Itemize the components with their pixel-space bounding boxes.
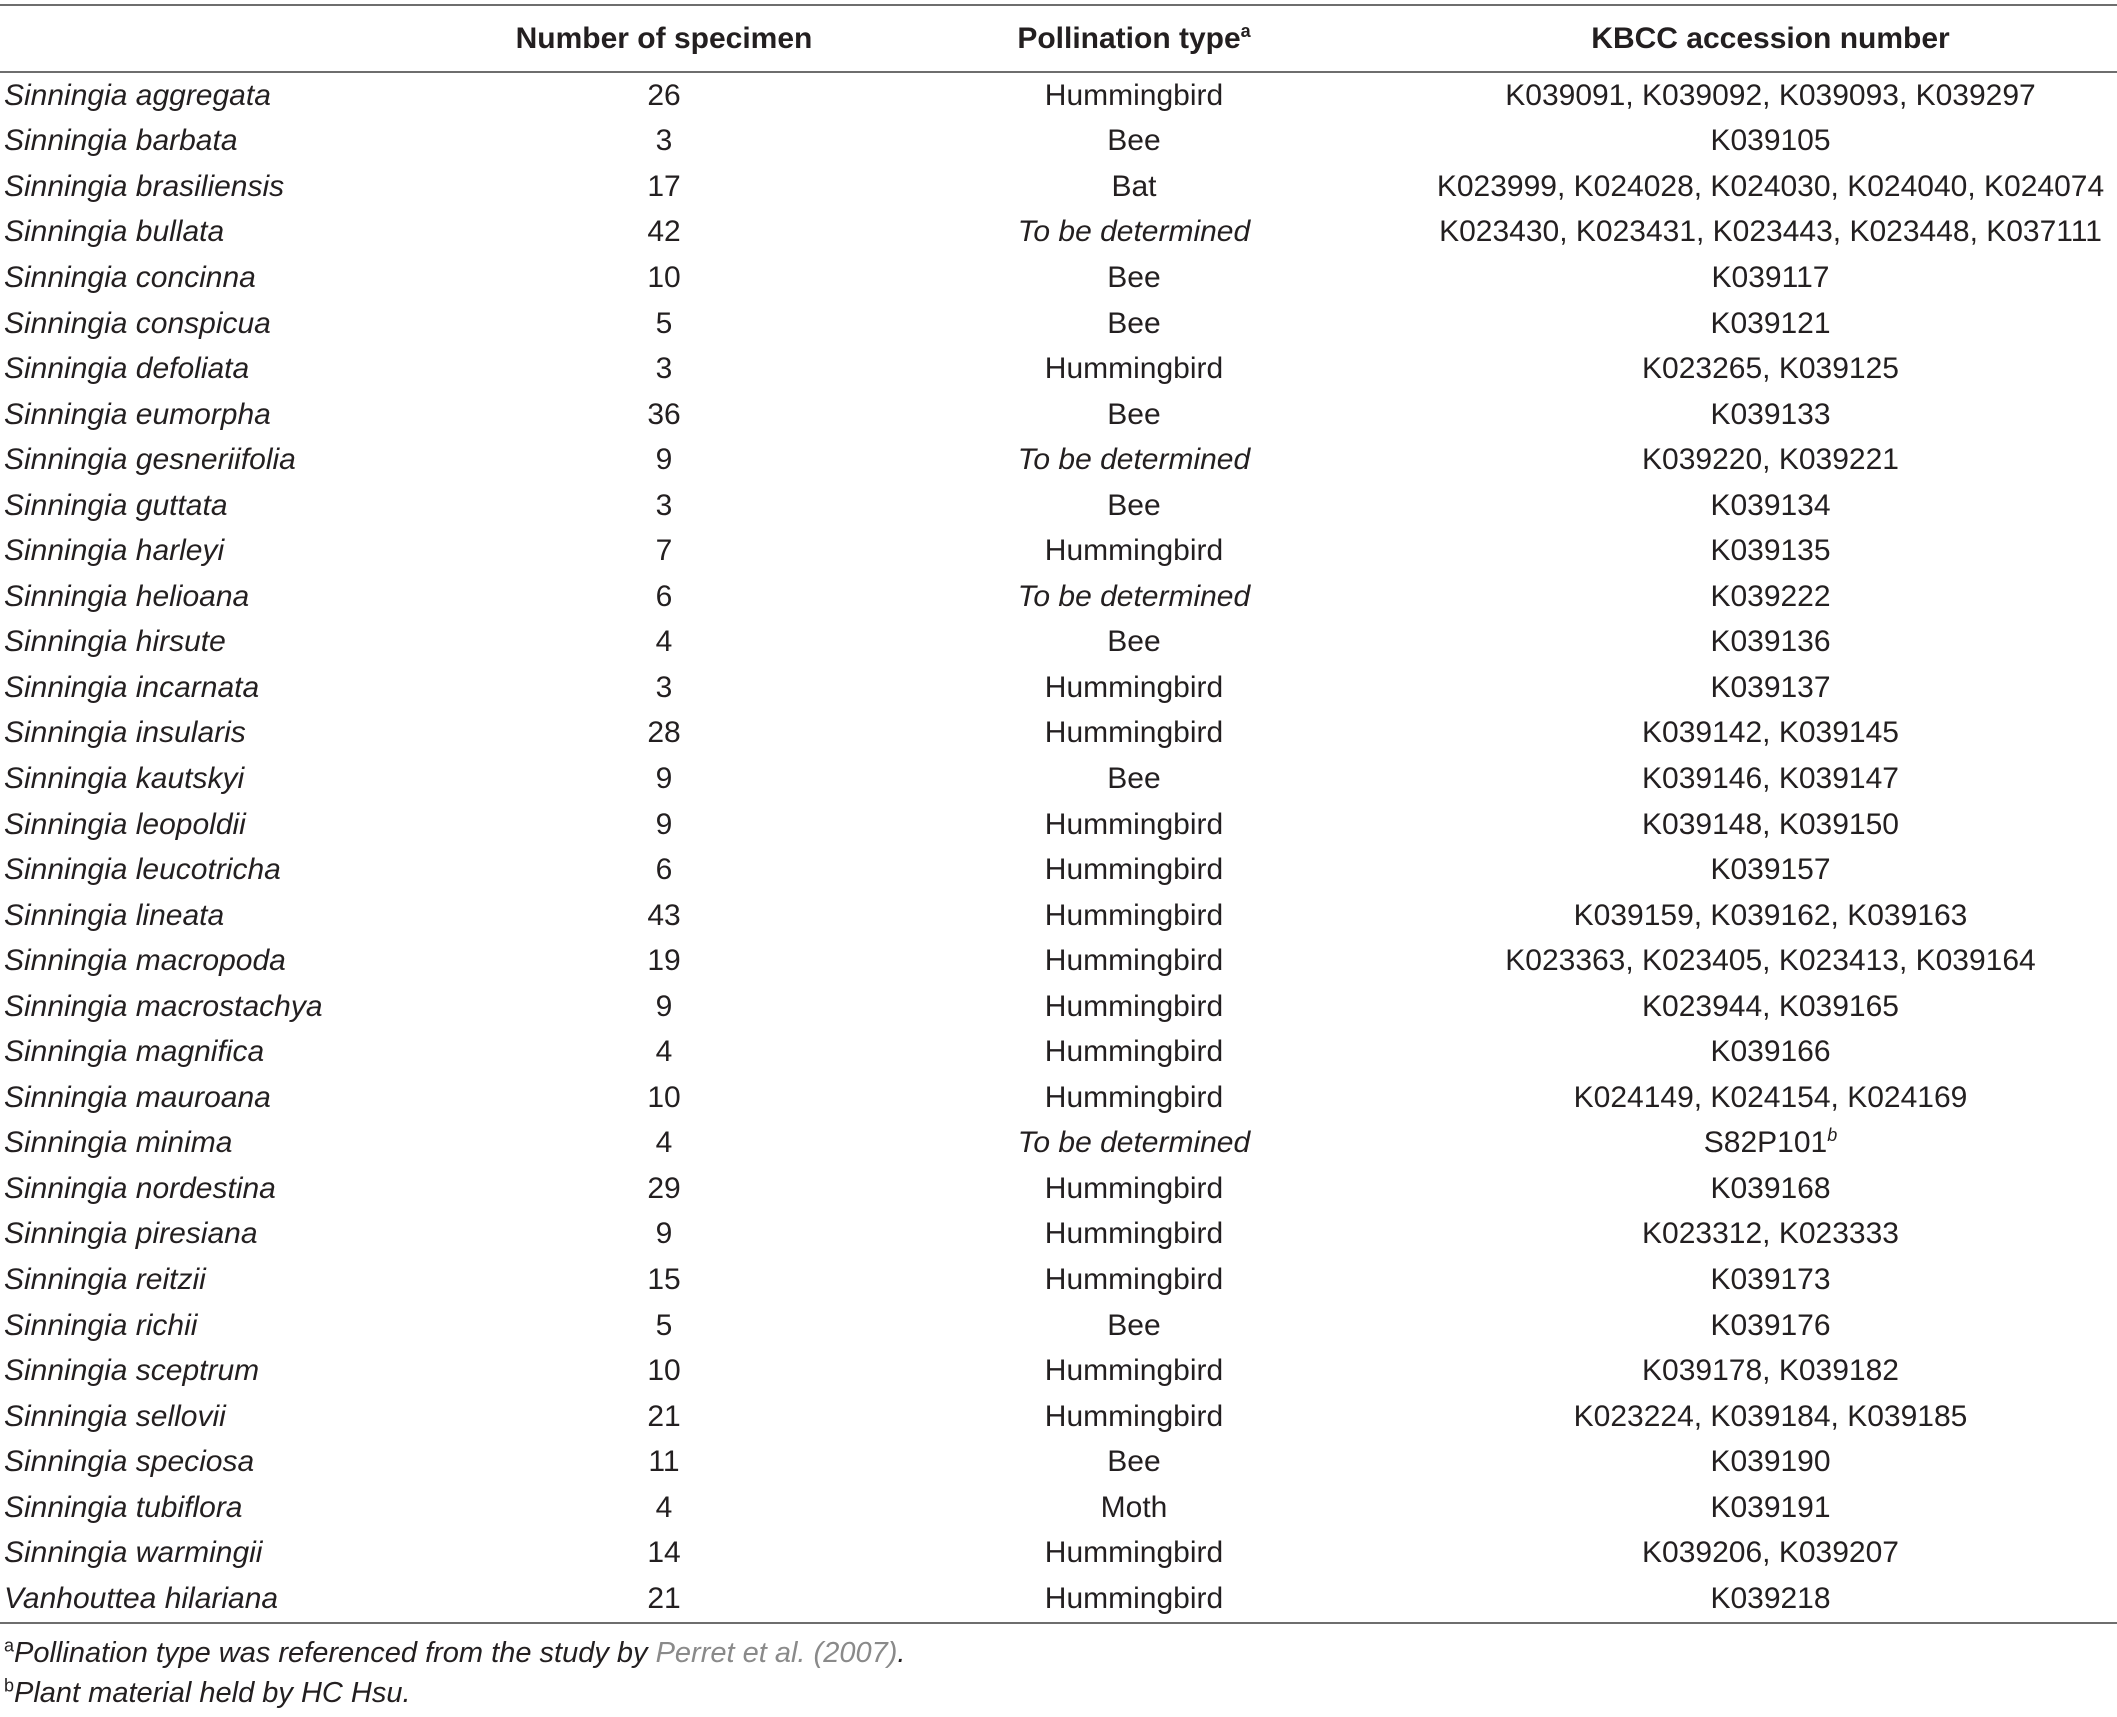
accession-value: K023944, K039165	[1642, 989, 1899, 1023]
specimen-count-cell: 21	[647, 1399, 681, 1433]
table-row	[0, 1075, 2117, 1121]
pollination-type-cell: Bee	[1107, 306, 1161, 340]
accession-value: K039091, K039092, K039093, K039297	[1505, 78, 2036, 112]
footnote-a	[4, 1637, 905, 1670]
table-row	[0, 301, 2117, 347]
table-row	[0, 1121, 2117, 1167]
accession-value: K039176	[1710, 1308, 1831, 1342]
species-cell: Sinningia lineata	[4, 898, 225, 932]
pollination-type-cell: To be determined	[1017, 215, 1251, 249]
species-cell: Sinningia macropoda	[4, 944, 286, 978]
specimen-count-cell: 5	[655, 306, 673, 340]
accession-cell	[1424, 711, 2117, 757]
species-cell: Sinningia bullata	[4, 215, 225, 249]
table-row	[0, 528, 2117, 574]
table-row	[0, 1212, 2117, 1258]
specimen-count-cell: 36	[647, 397, 681, 431]
footnote-a-mark: a	[4, 1635, 15, 1656]
accession-cell	[1424, 938, 2117, 984]
accession-cell	[1424, 72, 2117, 119]
accession-cell	[1424, 1257, 2117, 1303]
accession-cell	[1424, 210, 2117, 256]
species-cell: Sinningia incarnata	[4, 670, 260, 704]
specimen-count-cell: 10	[647, 1354, 681, 1388]
species-cell: Sinningia guttata	[4, 488, 228, 522]
pollination-type-cell: Hummingbird	[1044, 989, 1224, 1023]
accession-value: K023999, K024028, K024030, K024040, K024074	[1436, 169, 2105, 203]
table-row	[0, 437, 2117, 483]
table-row	[0, 210, 2117, 256]
pollination-type-cell: Hummingbird	[1044, 1536, 1224, 1570]
species-cell: Sinningia magnifica	[4, 1035, 265, 1069]
species-cell: Sinningia mauroana	[4, 1080, 271, 1114]
accession-cell	[1424, 346, 2117, 392]
accession-cell	[1424, 528, 2117, 574]
accession-cell	[1424, 893, 2117, 939]
accession-value: K039218	[1710, 1581, 1831, 1615]
accession-cell	[1424, 301, 2117, 347]
accession-cell	[1424, 1576, 2117, 1623]
table-row	[0, 1531, 2117, 1577]
accession-cell	[1424, 1166, 2117, 1212]
table-row	[0, 483, 2117, 529]
accession-value: K039222	[1710, 579, 1831, 613]
table-row	[0, 255, 2117, 301]
accession-cell	[1424, 1348, 2117, 1394]
specimen-count-cell: 3	[655, 124, 673, 158]
accession-cell	[1424, 1121, 2117, 1167]
specimen-count-cell: 7	[655, 534, 673, 568]
table-row	[0, 847, 2117, 893]
species-cell: Sinningia richii	[4, 1308, 198, 1342]
header-pollination	[844, 5, 1424, 72]
accession-cell	[1424, 392, 2117, 438]
pollination-type-cell: Bee	[1107, 1445, 1161, 1479]
specimen-count-cell: 3	[655, 670, 673, 704]
accession-value: K039117	[1711, 260, 1830, 294]
species-cell: Sinningia defoliata	[4, 352, 250, 386]
table-row	[0, 1257, 2117, 1303]
pollination-type-cell: Hummingbird	[1044, 1171, 1224, 1205]
table-row	[0, 1394, 2117, 1440]
specimen-table	[0, 4, 2117, 1624]
accession-value: K039178, K039182	[1642, 1354, 1899, 1388]
footnote-b-text: Plant material held by HC Hsu.	[14, 1677, 411, 1709]
accession-value: K039148, K039150	[1642, 807, 1899, 841]
pollination-type-cell: Moth	[1100, 1490, 1168, 1524]
accession-cell	[1424, 984, 2117, 1030]
accession-value: K023363, K023405, K023413, K039164	[1505, 944, 2036, 978]
table-row	[0, 164, 2117, 210]
accession-cell	[1424, 1531, 2117, 1577]
accession-value: K039190	[1710, 1445, 1831, 1479]
pollination-type-cell: Hummingbird	[1044, 807, 1224, 841]
pollination-type-cell: Bee	[1107, 488, 1161, 522]
accession-value: K024149, K024154, K024169	[1573, 1080, 1968, 1114]
pollination-type-cell: Bat	[1111, 169, 1157, 203]
table-row	[0, 711, 2117, 757]
pollination-type-cell: Hummingbird	[1044, 534, 1224, 568]
species-cell: Sinningia harleyi	[4, 534, 225, 568]
header-row	[0, 5, 2117, 72]
accession-value: K039142, K039145	[1642, 716, 1899, 750]
specimen-count-cell: 9	[655, 1217, 673, 1251]
accession-value: K039191	[1710, 1490, 1831, 1524]
pollination-type-cell: Hummingbird	[1044, 1035, 1224, 1069]
accession-value: K039135	[1710, 534, 1831, 568]
species-cell: Sinningia tubiflora	[4, 1490, 243, 1524]
species-cell: Sinningia minima	[4, 1126, 233, 1160]
accession-cell	[1424, 437, 2117, 483]
accession-cell	[1424, 756, 2117, 802]
table-row	[0, 938, 2117, 984]
pollination-type-cell: Bee	[1107, 260, 1161, 294]
specimen-count-cell: 10	[647, 1080, 681, 1114]
table-row	[0, 620, 2117, 666]
specimen-count-cell: 14	[647, 1536, 681, 1570]
footnote-b-mark: b	[4, 1675, 15, 1696]
specimen-count-cell: 9	[655, 761, 673, 795]
accession-value: K039137	[1710, 670, 1831, 704]
pollination-type-cell: Bee	[1107, 625, 1161, 659]
accession-cell	[1424, 620, 2117, 666]
species-cell: Sinningia conspicua	[4, 306, 271, 340]
accession-cell	[1424, 802, 2117, 848]
pollination-type-cell: Hummingbird	[1044, 670, 1224, 704]
table-row	[0, 984, 2117, 1030]
specimen-count-cell: 17	[647, 169, 681, 203]
pollination-type-cell: Hummingbird	[1044, 898, 1224, 932]
table-row	[0, 665, 2117, 711]
species-cell: Sinningia barbata	[4, 124, 238, 158]
table-row	[0, 1439, 2117, 1485]
header-specimens: Number of specimen	[515, 21, 813, 55]
accession-value: K039159, K039162, K039163	[1573, 898, 1968, 932]
table-row	[0, 893, 2117, 939]
species-cell: Sinningia helioana	[4, 579, 250, 613]
table-row	[0, 574, 2117, 620]
table-row	[0, 346, 2117, 392]
accession-value: K039157	[1710, 853, 1831, 887]
accession-value: K023224, K039184, K039185	[1573, 1399, 1968, 1433]
specimen-count-cell: 5	[655, 1308, 673, 1342]
specimen-count-cell: 9	[655, 989, 673, 1023]
accession-value: K039134	[1710, 488, 1831, 522]
specimen-count-cell: 6	[655, 853, 673, 887]
table-row	[0, 1029, 2117, 1075]
accession-cell	[1424, 1029, 2117, 1075]
species-cell: Sinningia warmingii	[4, 1536, 263, 1570]
species-cell: Sinningia leopoldii	[4, 807, 246, 841]
footnote-a-text: Pollination type was referenced from the study by	[14, 1637, 656, 1669]
accession-cell	[1424, 1394, 2117, 1440]
table-row	[0, 1576, 2117, 1623]
specimen-count-cell: 43	[647, 898, 681, 932]
accession-value: K039105	[1710, 124, 1831, 158]
table-row	[0, 119, 2117, 165]
pollination-type-cell: Hummingbird	[1044, 716, 1224, 750]
species-cell: Sinningia reitzii	[4, 1262, 206, 1296]
table-row	[0, 1485, 2117, 1531]
accession-cell	[1424, 483, 2117, 529]
species-cell: Sinningia kautskyi	[4, 761, 245, 795]
species-cell: Sinningia nordestina	[4, 1171, 276, 1205]
accession-value: K039133	[1710, 397, 1831, 431]
specimen-count-cell: 15	[647, 1262, 681, 1296]
specimen-count-cell: 19	[647, 944, 681, 978]
table-body	[0, 72, 2117, 1623]
accession-value: K039220, K039221	[1642, 443, 1899, 477]
pollination-type-cell: To be determined	[1017, 443, 1251, 477]
specimen-count-cell: 9	[655, 443, 673, 477]
accession-value: K023430, K023431, K023443, K023448, K037111	[1439, 215, 2102, 249]
table-row	[0, 1166, 2117, 1212]
accession-cell	[1424, 164, 2117, 210]
specimen-count-cell: 29	[647, 1171, 681, 1205]
species-cell: Sinningia gesneriifolia	[4, 443, 296, 477]
accession-value: K039146, K039147	[1642, 761, 1899, 795]
pollination-type-cell: Bee	[1107, 397, 1161, 431]
pollination-type-cell: Hummingbird	[1044, 1399, 1224, 1433]
species-cell: Sinningia hirsute	[4, 625, 226, 659]
accession-value: K023312, K023333	[1642, 1217, 1899, 1251]
species-cell: Sinningia concinna	[4, 260, 256, 294]
pollination-type-cell: To be determined	[1017, 1126, 1251, 1160]
accession-cell	[1424, 1303, 2117, 1349]
species-cell: Vanhouttea hilariana	[4, 1581, 279, 1615]
pollination-type-cell: Hummingbird	[1044, 1581, 1224, 1615]
accession-cell	[1424, 1075, 2117, 1121]
species-cell: Sinningia leucotricha	[4, 853, 281, 887]
pollination-type-cell: Hummingbird	[1044, 944, 1224, 978]
species-cell: Sinningia macrostachya	[4, 989, 323, 1023]
specimen-count-cell: 6	[655, 579, 673, 613]
specimen-count-cell: 3	[655, 488, 673, 522]
species-cell: Sinningia brasiliensis	[4, 169, 285, 203]
pollination-type-cell: Bee	[1107, 1308, 1161, 1342]
footnote-a-end: .	[897, 1637, 906, 1669]
table-row	[0, 1303, 2117, 1349]
specimen-count-cell: 9	[655, 807, 673, 841]
pollination-type-cell: Hummingbird	[1044, 78, 1224, 112]
accession-cell	[1424, 1212, 2117, 1258]
accession-cell	[1424, 847, 2117, 893]
pollination-type-cell: Hummingbird	[1044, 1354, 1224, 1388]
accession-value: K039121	[1710, 306, 1831, 340]
species-cell: Sinningia eumorpha	[4, 397, 271, 431]
accession-cell	[1424, 1439, 2117, 1485]
specimen-count-cell: 4	[655, 1490, 673, 1524]
header-species	[0, 5, 484, 72]
specimen-count-cell: 11	[648, 1445, 680, 1479]
accession-value: K023265, K039125	[1642, 352, 1899, 386]
specimen-count-cell: 28	[647, 716, 681, 750]
specimen-count-cell: 42	[647, 215, 681, 249]
specimen-count-cell: 21	[647, 1581, 681, 1615]
accession-cell	[1424, 255, 2117, 301]
species-cell: Sinningia sceptrum	[4, 1354, 260, 1388]
species-cell: Sinningia speciosa	[4, 1445, 255, 1479]
accession-cell	[1424, 1485, 2117, 1531]
pollination-type-cell: Hummingbird	[1044, 1262, 1224, 1296]
pollination-type-cell: Hummingbird	[1044, 853, 1224, 887]
footnote-b	[4, 1677, 411, 1710]
table-row	[0, 392, 2117, 438]
accession-value: K039173	[1710, 1262, 1831, 1296]
table-row	[0, 72, 2117, 119]
accession-cell	[1424, 665, 2117, 711]
specimen-count-cell: 4	[655, 625, 673, 659]
species-cell: Sinningia piresiana	[4, 1217, 258, 1251]
pollination-type-cell: Hummingbird	[1044, 1217, 1224, 1251]
specimen-count-cell: 10	[647, 260, 681, 294]
specimen-count-cell: 4	[655, 1126, 673, 1160]
table-row	[0, 802, 2117, 848]
accession-value: K039166	[1710, 1035, 1831, 1069]
accession-value: K039136	[1710, 625, 1831, 659]
header-accession: KBCC accession number	[1591, 21, 1950, 55]
pollination-type-cell: Bee	[1107, 124, 1161, 158]
pollination-type-cell: Hummingbird	[1044, 1080, 1224, 1114]
header-pollination-label: Pollination type	[1017, 21, 1241, 55]
species-cell: Sinningia aggregata	[4, 78, 271, 112]
pollination-type-cell: To be determined	[1017, 579, 1251, 613]
accession-value: K039206, K039207	[1642, 1536, 1899, 1570]
accession-cell	[1424, 574, 2117, 620]
header-pollination-note: a	[1240, 20, 1251, 41]
footnote-a-reference-link[interactable]: Perret et al. (2007)	[655, 1637, 898, 1669]
accession-value: S82P101	[1703, 1126, 1828, 1160]
species-cell: Sinningia sellovii	[4, 1399, 226, 1433]
accession-value: K039168	[1710, 1171, 1831, 1205]
pollination-type-cell: Hummingbird	[1044, 352, 1224, 386]
table-row	[0, 756, 2117, 802]
specimen-count-cell: 26	[647, 78, 681, 112]
specimen-count-cell: 4	[655, 1035, 673, 1069]
accession-note-mark: b	[1827, 1125, 1838, 1146]
table-row	[0, 1348, 2117, 1394]
accession-cell	[1424, 119, 2117, 165]
pollination-type-cell: Bee	[1107, 761, 1161, 795]
species-cell: Sinningia insularis	[4, 716, 246, 750]
specimen-count-cell: 3	[655, 352, 673, 386]
